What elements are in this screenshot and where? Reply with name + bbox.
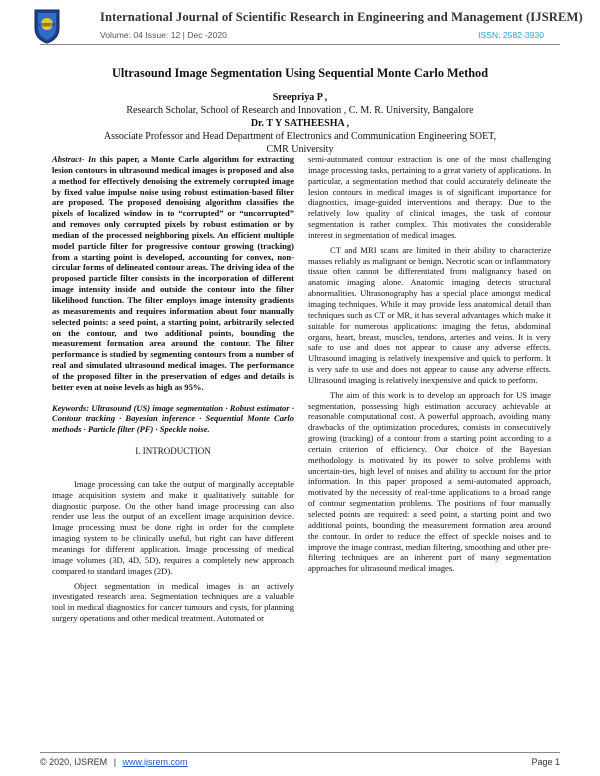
abstract [52, 154, 294, 393]
right-column [308, 154, 551, 574]
logo-text: IJSREM [38, 22, 56, 28]
author-2-name: Dr. T Y SATHEESHA , [250, 118, 350, 129]
paper-title: Ultrasound Image Segmentation Using Sequential Monte Carlo Method [111, 66, 489, 80]
author-1-name: Sreepriya P , [272, 92, 328, 103]
right-paragraph-3: The aim of this work is to develop an approach for US image segmentation, possessing high estimation accuracy achievable at reasonable computational cost. A powerful approach, avoiding many drawbacks of the optimization procedures, consists in consecutively growing (tracking) of a contour from a starting point according to a certain criterion of efficiency. Our choice of the Bayesian methodology is motivated by its power to solve problems with uncertain-ties, high level of noises and ability to account for the prior information. In this paper proposed a semi-automated approach, motivated by the necessity of real-time applications to a broad range of contour segmentation problems. The positions of four manually selected points are required: a seed point, a starting point and two additional points, bounding the measurement formation area around the contour. In order to reduce the effect of speckle noises and to improve the image contrast, median filtering, smoothing and other pre- filtering techniques are an inherent part of many segmentation approaches for ultrasound medical images. [308, 389, 551, 574]
left-paragraph-2: Object segmentation in medical images is an actively investigated research area. Segmentation techniques are a valuable tool in medical diagnostics for cancer tumours and cysts, for planning surgery operations and other medical treatment. Automated or [52, 580, 294, 624]
keywords: Keywords: Ultrasound (US) image segmentation · Robust estimator · Contour tracking · Bayesian inference · Sequential Monte Carlo methods · Particle filter (PF) · Speckle noise. [52, 402, 294, 435]
right-paragraph-1: semi-automated contour extraction is one of the most challenging image processing tasks, pertaining to a great variety of applications. In particular, a segmentation method that could accurately delineate the lesion contours in medical images is of significant importance for diagnostics, image-guided interventions and therapy. Due to the relatively low quality of clinical images, the task of contour segmentation is rather complex. This motivates the considerable interest in segmentation of medical images. [308, 154, 551, 240]
volume-issue: Volume: 04 Issue: 12 | Dec -2020 [100, 30, 227, 40]
right-paragraph-2: CT and MRI scans are limited in their ability to characterize masses reliably as malignant or benign. Necrotic scan or inflammatory tissue often cannot be differentiated from malignancy based on anatomic imaging alone. Anatomic imaging detects structural abnormalities. Ultrasonography has a special place amongst medical imaging techniques. While it may provide less anatomical detail than techniques such as CT or MR, it has several advantages which make it suitable for numerous applications: imaging the fetus, abdominal organs, heart, breast, muscles, tendons, arteries and veins. It is very safe to use and does not appear to cause any adverse effects. Ultrasound imaging is relatively inexpensive and quick to perform. It is very safe to use and does not appear to cause any adverse effects. Ultrasound imaging is relatively inexpensive and quick to perform. [308, 244, 551, 385]
author-2-affiliation-line-2: CMR University [266, 144, 334, 155]
footer-separator: | [113, 757, 117, 767]
ijsrem-logo-icon [32, 8, 62, 44]
header-divider [40, 44, 560, 45]
section-heading-introduction: I. INTRODUCTION [135, 446, 211, 457]
left-column [52, 154, 294, 624]
abstract-text: this paper, a Monte Carlo algorithm for extracting lesion contours in ultrasound medical images is proposed and also a method for effectively denoising the extremely corrupted image by fixed value impulse noise using robust estimation-based filter are proposed. The proposed denoising algorithm classifies the pixels of localized window in to “corrupted” or “uncorrupted” and removes only corrupted pixels by robust estimation or by median of the processed neighboring pixels. An efficient multiple model particle filter for progressive contour growing (tracking) from a starting point is developed, accounting for convex, non-circular forms of delineated contour areas. The driving idea of the proposed particle filter consists in the incorporation of different image intensity inside and outside the contour into the filter likelihood function. The filter employs image intensity gradients as measurements and requires information about four manually selected points: a seed point, a starting point, arbitrarily selected on the contour, and two additional points, bounding the measurement formation area around the contour. The filter performance is studied by segmenting contours from a number of real and simulated ultrasound medical images. The performance of the proposed filter in the preservation of edges and details is better even at noise levels as high as 95%. [52, 154, 294, 392]
author-1-affiliation: Research Scholar, School of Research and Innovation , C. M. R. University, Bangalore [126, 105, 474, 116]
footer-website-link[interactable]: www.ijsrem.com [122, 757, 188, 767]
author-2-affiliation-line-1: Associate Professor and Head Department of Electronics and Communication Engineering SOET, [103, 131, 497, 142]
footer-left [40, 757, 188, 767]
journal-title: International Journal of Scientific Research in Engineering and Management (IJSREM) [100, 10, 583, 24]
footer-copyright: © 2020, IJSREM [40, 757, 108, 767]
issn: ISSN: 2582-3930 [478, 30, 544, 40]
footer-divider [40, 752, 560, 753]
left-paragraph-1: Image processing can take the output of marginally acceptable image acquisition system and make it qualitatively suitable for diagnostic purpose. On the other hand image processing can also render use less the output of an excellent image acquisition device. Image processing must be done right in order for the complete imaging system to be clinically useful, but right can have different meanings for different application. Image processing of medical image volumes (3D, 4D, 5D), requires a completely new approach compared to standard images (2D). [52, 478, 294, 576]
footer-page-number: Page 1 [531, 757, 560, 767]
journal-header [22, 8, 583, 44]
abstract-label: Abstract- In [52, 154, 97, 164]
